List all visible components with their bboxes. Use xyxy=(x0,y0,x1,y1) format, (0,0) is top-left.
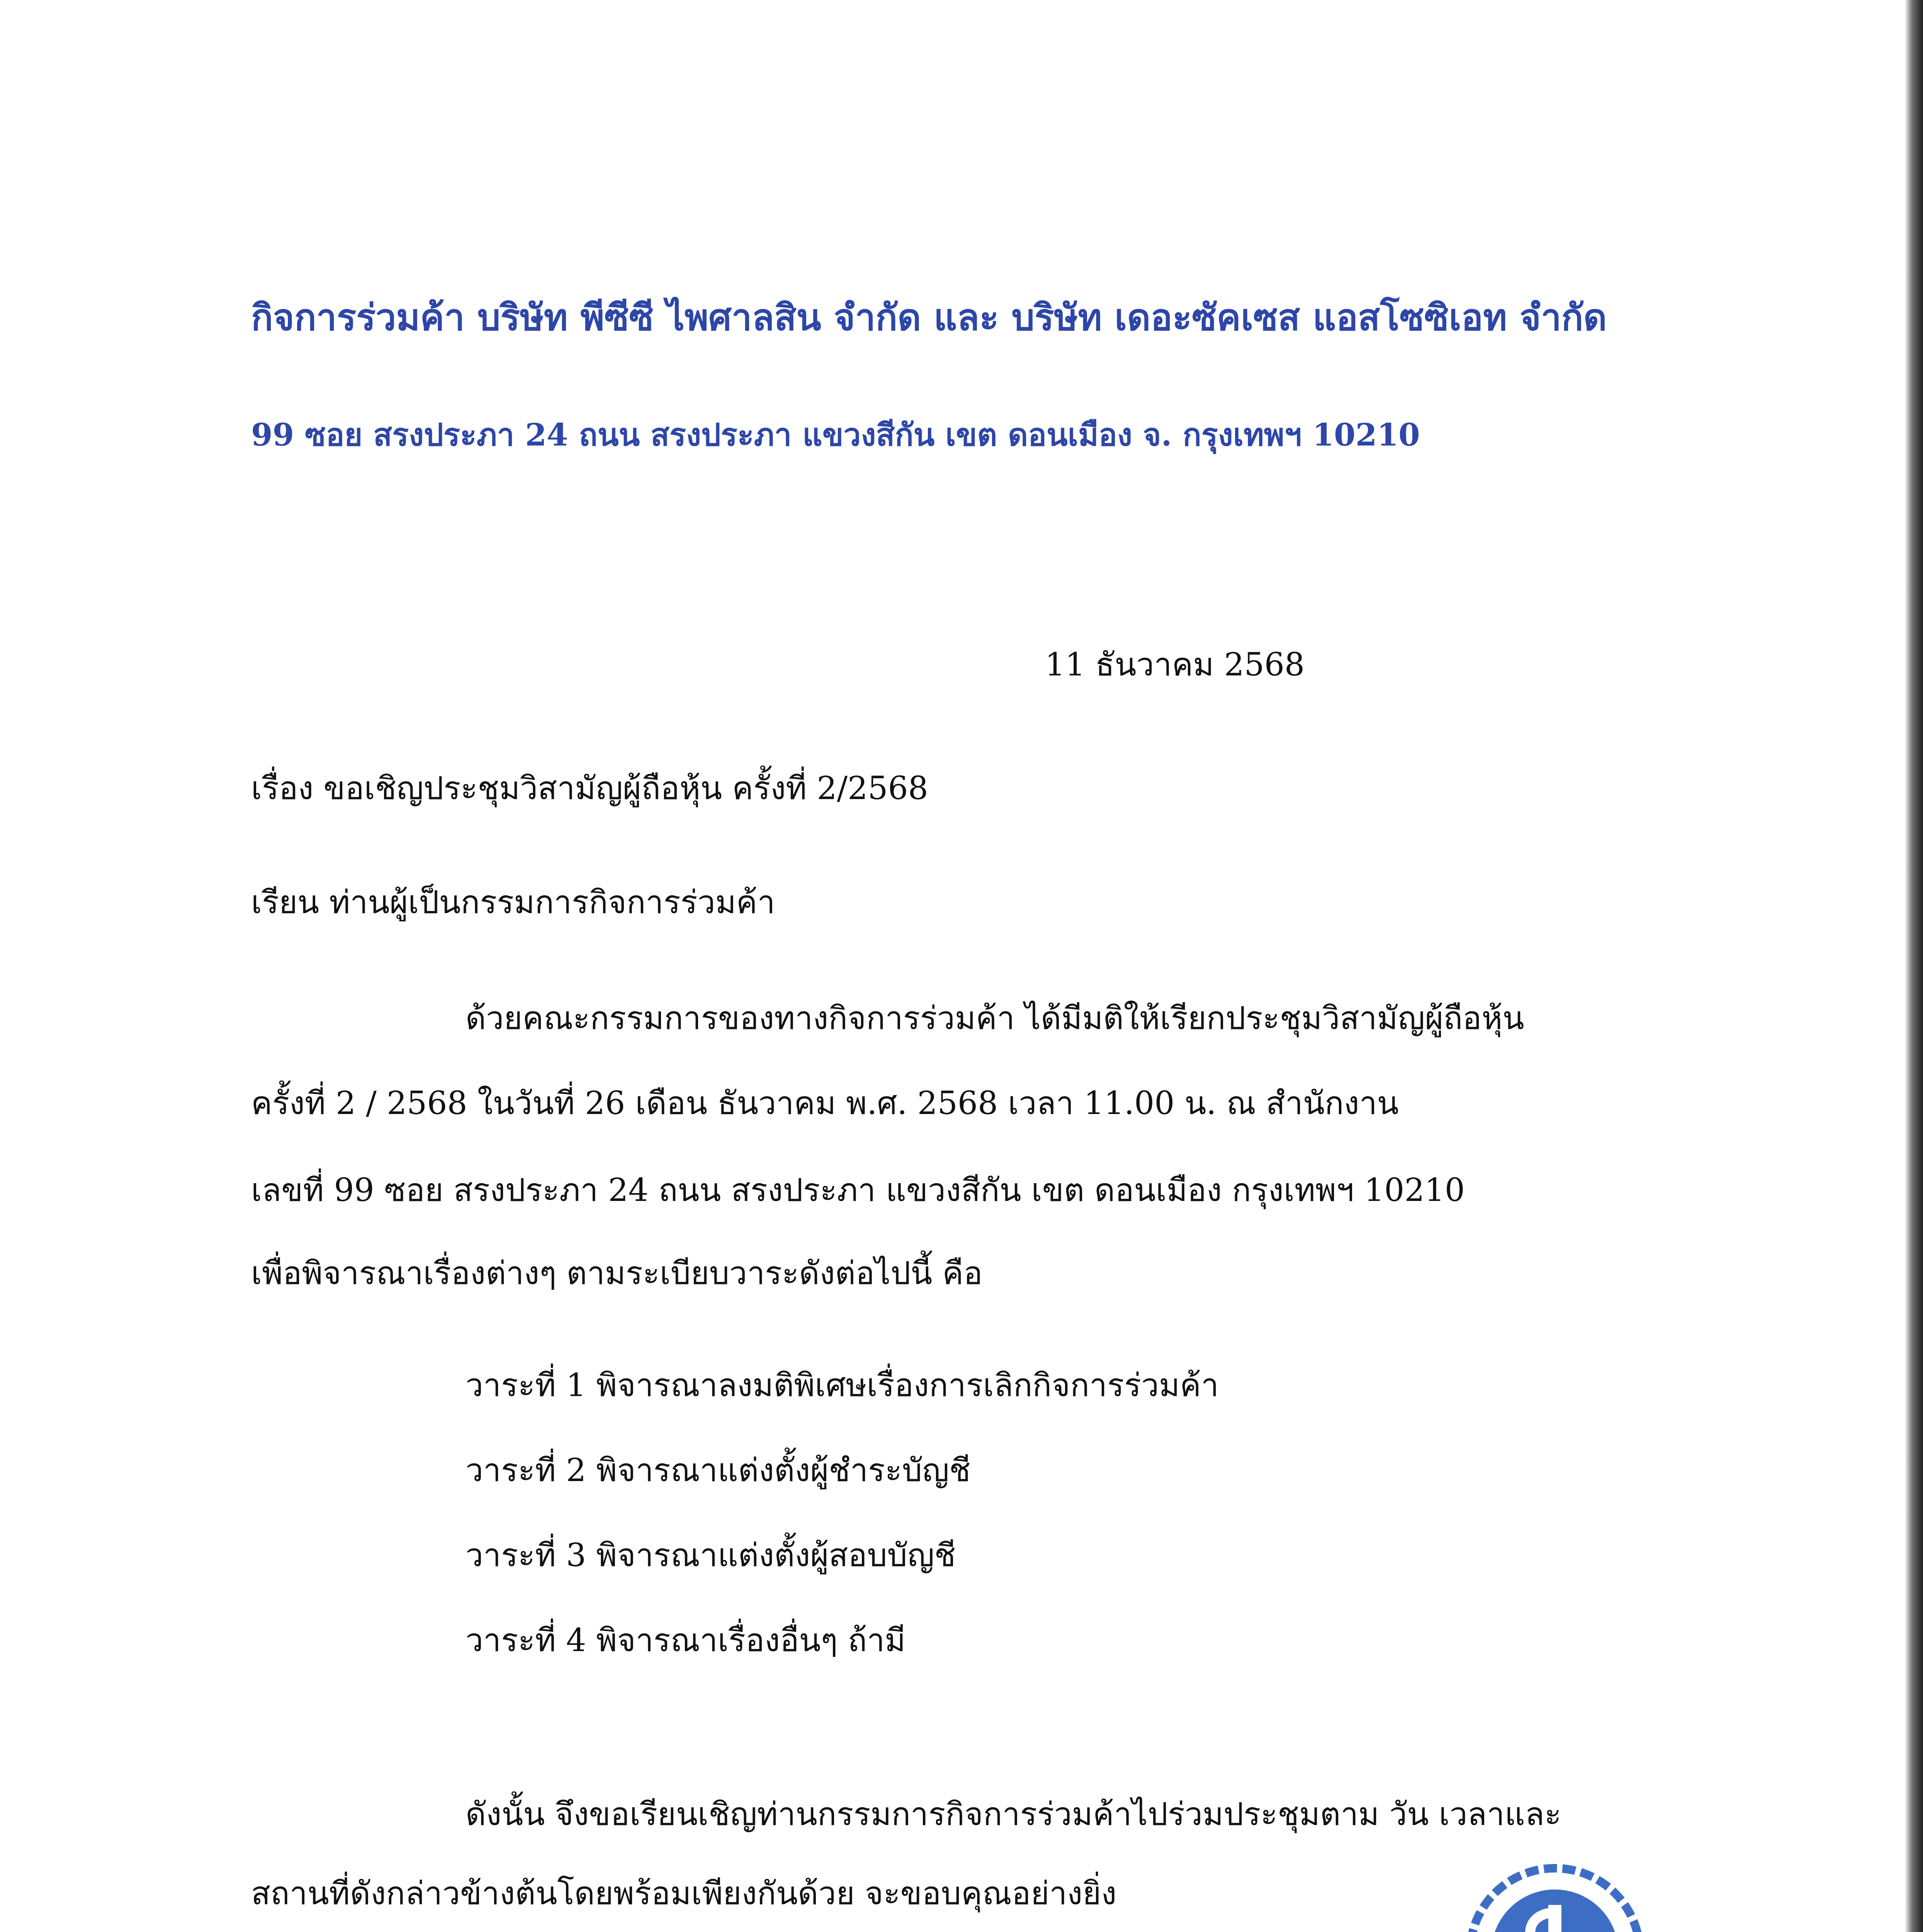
agenda-item-1: วาระที่ 1 พิจารณาลงมติพิเศษเรื่องการเลิกกิจการร่วมค้า xyxy=(465,1367,1219,1404)
closing-line-1: ดังนั้น จึงขอเรียนเชิญท่านกรรมการกิจการร่วมค้าไปร่วมประชุมตาม วัน เวลาและ xyxy=(465,1796,1562,1833)
closing-line-2: สถานที่ดังกล่าวข้างต้นโดยพร้อมเพียงกันด้วย จะขอบคุณอย่างยิ่ง xyxy=(251,1875,1117,1912)
success-associate-logo xyxy=(1464,1862,1646,1932)
letter-addressee: เรียน ท่านผู้เป็นกรรมการกิจการร่วมค้า xyxy=(251,884,775,921)
scan-edge-right xyxy=(1905,0,1923,1932)
letter-date: 11 ธันวาคม 2568 xyxy=(1045,646,1305,683)
agenda-item-3: วาระที่ 3 พิจารณาแต่งตั้งผู้สอบบัญชี xyxy=(465,1537,956,1574)
letterhead-address: 99 ซอย สรงประภา 24 ถนน สรงประภา แขวงสีกัน เขต ดอนเมือง จ. กรุงเทพฯ 10210 xyxy=(251,417,1420,453)
body-line-4: เพื่อพิจารณาเรื่องต่างๆ ตามระเบียบวาระดังต่อไปนี้ คือ xyxy=(251,1255,983,1292)
agenda-item-4: วาระที่ 4 พิจารณาเรื่องอื่นๆ ถ้ามี xyxy=(465,1622,906,1659)
body-line-3: เลขที่ 99 ซอย สรงประภา 24 ถนน สรงประภา แขวงสีกัน เขต ดอนเมือง กรุงเทพฯ 10210 xyxy=(251,1172,1465,1209)
letterhead-company: กิจการร่วมค้า บริษัท พีซีซี ไพศาลสิน จำกัด และ บริษัท เดอะซัคเซส แอสโซซิเอท จำกัด xyxy=(251,296,1607,339)
body-line-2: ครั้งที่ 2 / 2568 ในวันที่ 26 เดือน ธันวาคม พ.ศ. 2568 เวลา 11.00 น. ณ สำนักงาน xyxy=(251,1085,1399,1122)
agenda-item-2: วาระที่ 2 พิจารณาแต่งตั้งผู้ชำระบัญชี xyxy=(465,1452,971,1489)
letter-subject: เรื่อง ขอเชิญประชุมวิสามัญผู้ถือหุ้น ครั้งที่ 2/2568 xyxy=(251,770,928,807)
body-line-1: ด้วยคณะกรรมการของทางกิจการร่วมค้า ได้มีมติให้เรียกประชุมวิสามัญผู้ถือหุ้น xyxy=(465,1000,1524,1037)
